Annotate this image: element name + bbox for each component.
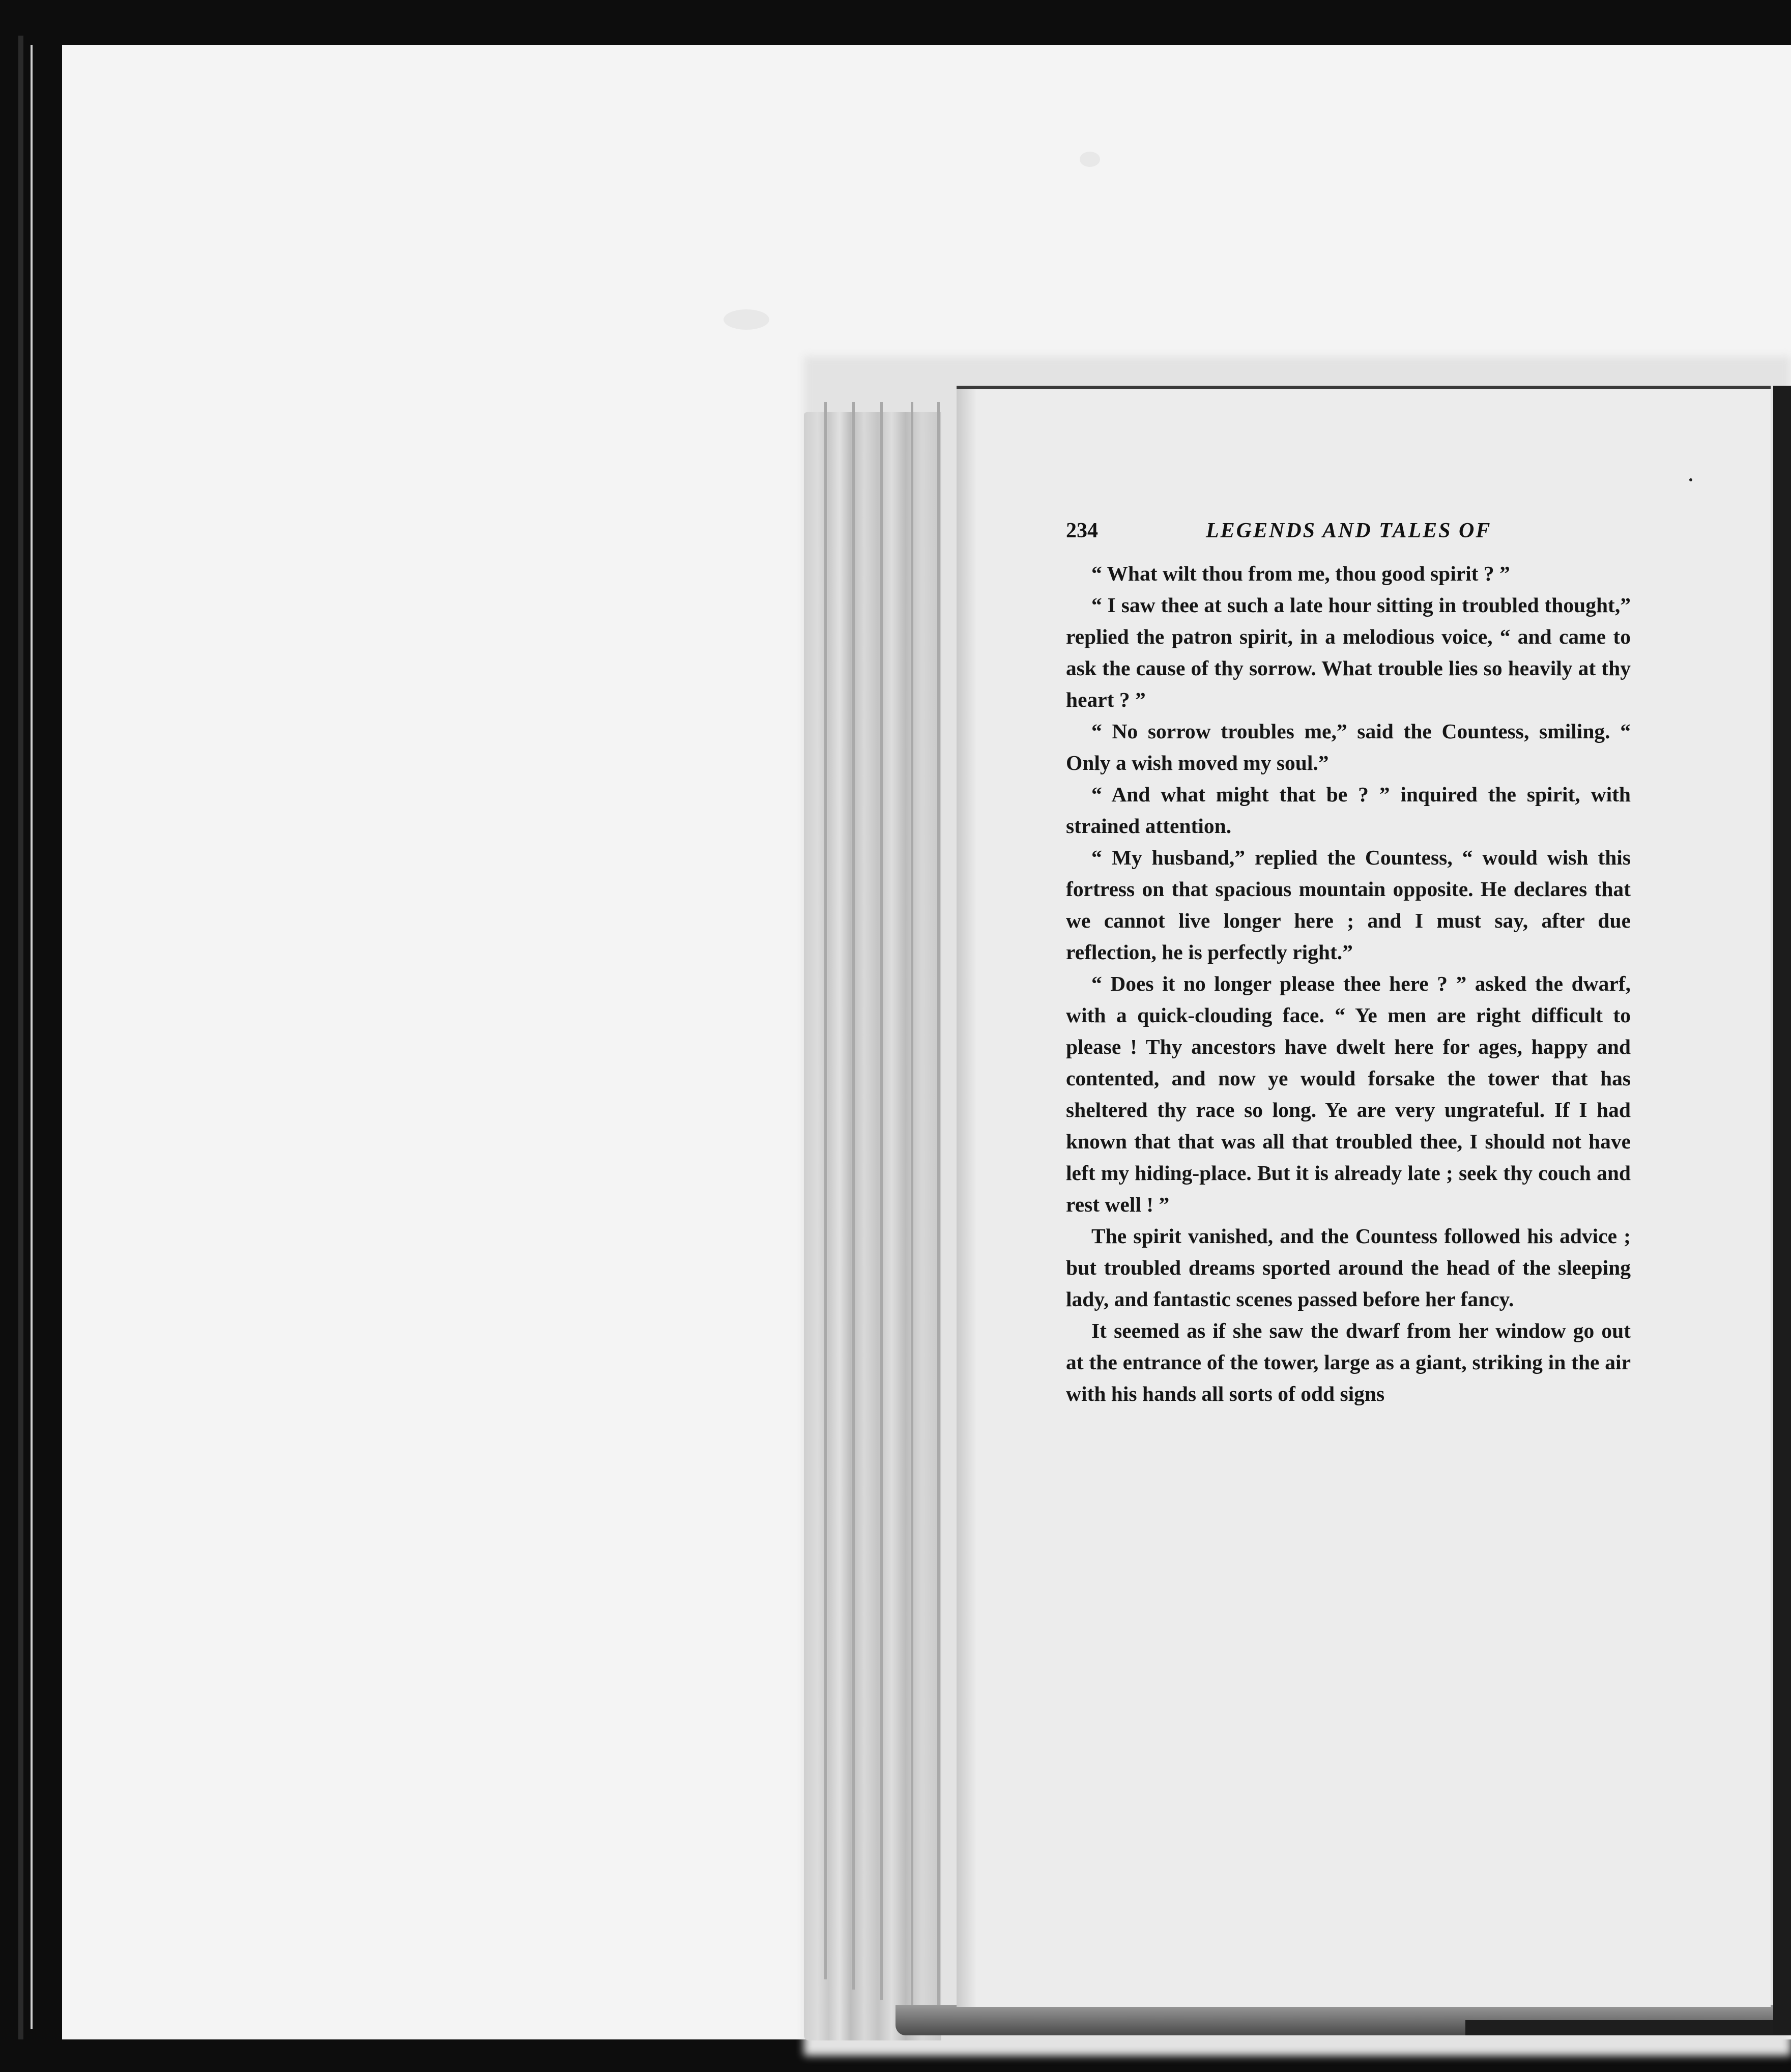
paragraph: “ Does it no longer please thee here ? ” asked the dwarf, with a quick-clouding face. “ Ye men are right difficult to please ! Thy ancestors have dwelt here for ages, happy and contented, and now ye would forsake the tower that has sheltered thy race so long. Ye are very ungrateful. If I had known that that was all that troubled thee, I should not have left my hiding-place. But it is already late ; seek thy couch and rest well ! ”: [1066, 972, 1631, 1216]
page-gutter-shade: [957, 389, 977, 2007]
ink-mark: [1689, 478, 1692, 481]
page-header: [1066, 519, 1646, 554]
open-book: [804, 356, 1791, 2056]
page-edge-line: [911, 402, 913, 2005]
running-head: LEGENDS AND TALES OF: [1206, 519, 1492, 542]
dust-spot: [724, 309, 769, 330]
page-edge-line: [880, 402, 883, 2000]
page-edge-line: [937, 402, 940, 2010]
paragraph: It seemed as if she saw the dwarf from her window go out at the entrance of the tower, large as a giant, striking in the air with his hands all sorts of odd signs: [1066, 1319, 1631, 1405]
film-edge-line: [31, 45, 33, 2029]
book-spine: [1773, 386, 1791, 2034]
paragraph: The spirit vanished, and the Countess followed his advice ; but troubled dreams sported around the head of the sleeping lady, and fantastic scenes passed before her fancy.: [1066, 1224, 1631, 1311]
dust-spot: [1080, 152, 1100, 167]
page-edge-line: [852, 402, 855, 1990]
book-cover-edge: [1465, 2020, 1791, 2035]
paragraph: “ What wilt thou from me, thou good spirit ? ”: [1091, 562, 1510, 585]
paragraph: “ I saw thee at such a late hour sitting in troubled thought,” replied the patron spirit, in a melodious voice, “ and came to ask the cause of thy sorrow. What trouble lies so heavily at thy heart ? ”: [1066, 593, 1631, 711]
paragraph: “ No sorrow troubles me,” said the Countess, smiling. “ Only a wish moved my soul.”: [1066, 720, 1631, 774]
page-body: [1066, 558, 1631, 1409]
page-number: 234: [1066, 519, 1098, 542]
page-edge-line: [824, 402, 827, 1979]
paragraph: “ And what might that be ? ” inquired the spirit, with strained attention.: [1066, 783, 1631, 838]
book-page: [957, 386, 1771, 2007]
film-edge-rule: [18, 36, 23, 2051]
paragraph: “ My husband,” replied the Countess, “ would wish this fortress on that spacious mountain opposite. He declares that we cannot live longer here ; and I must say, after due reflection, he is perfectly right.”: [1066, 846, 1631, 964]
